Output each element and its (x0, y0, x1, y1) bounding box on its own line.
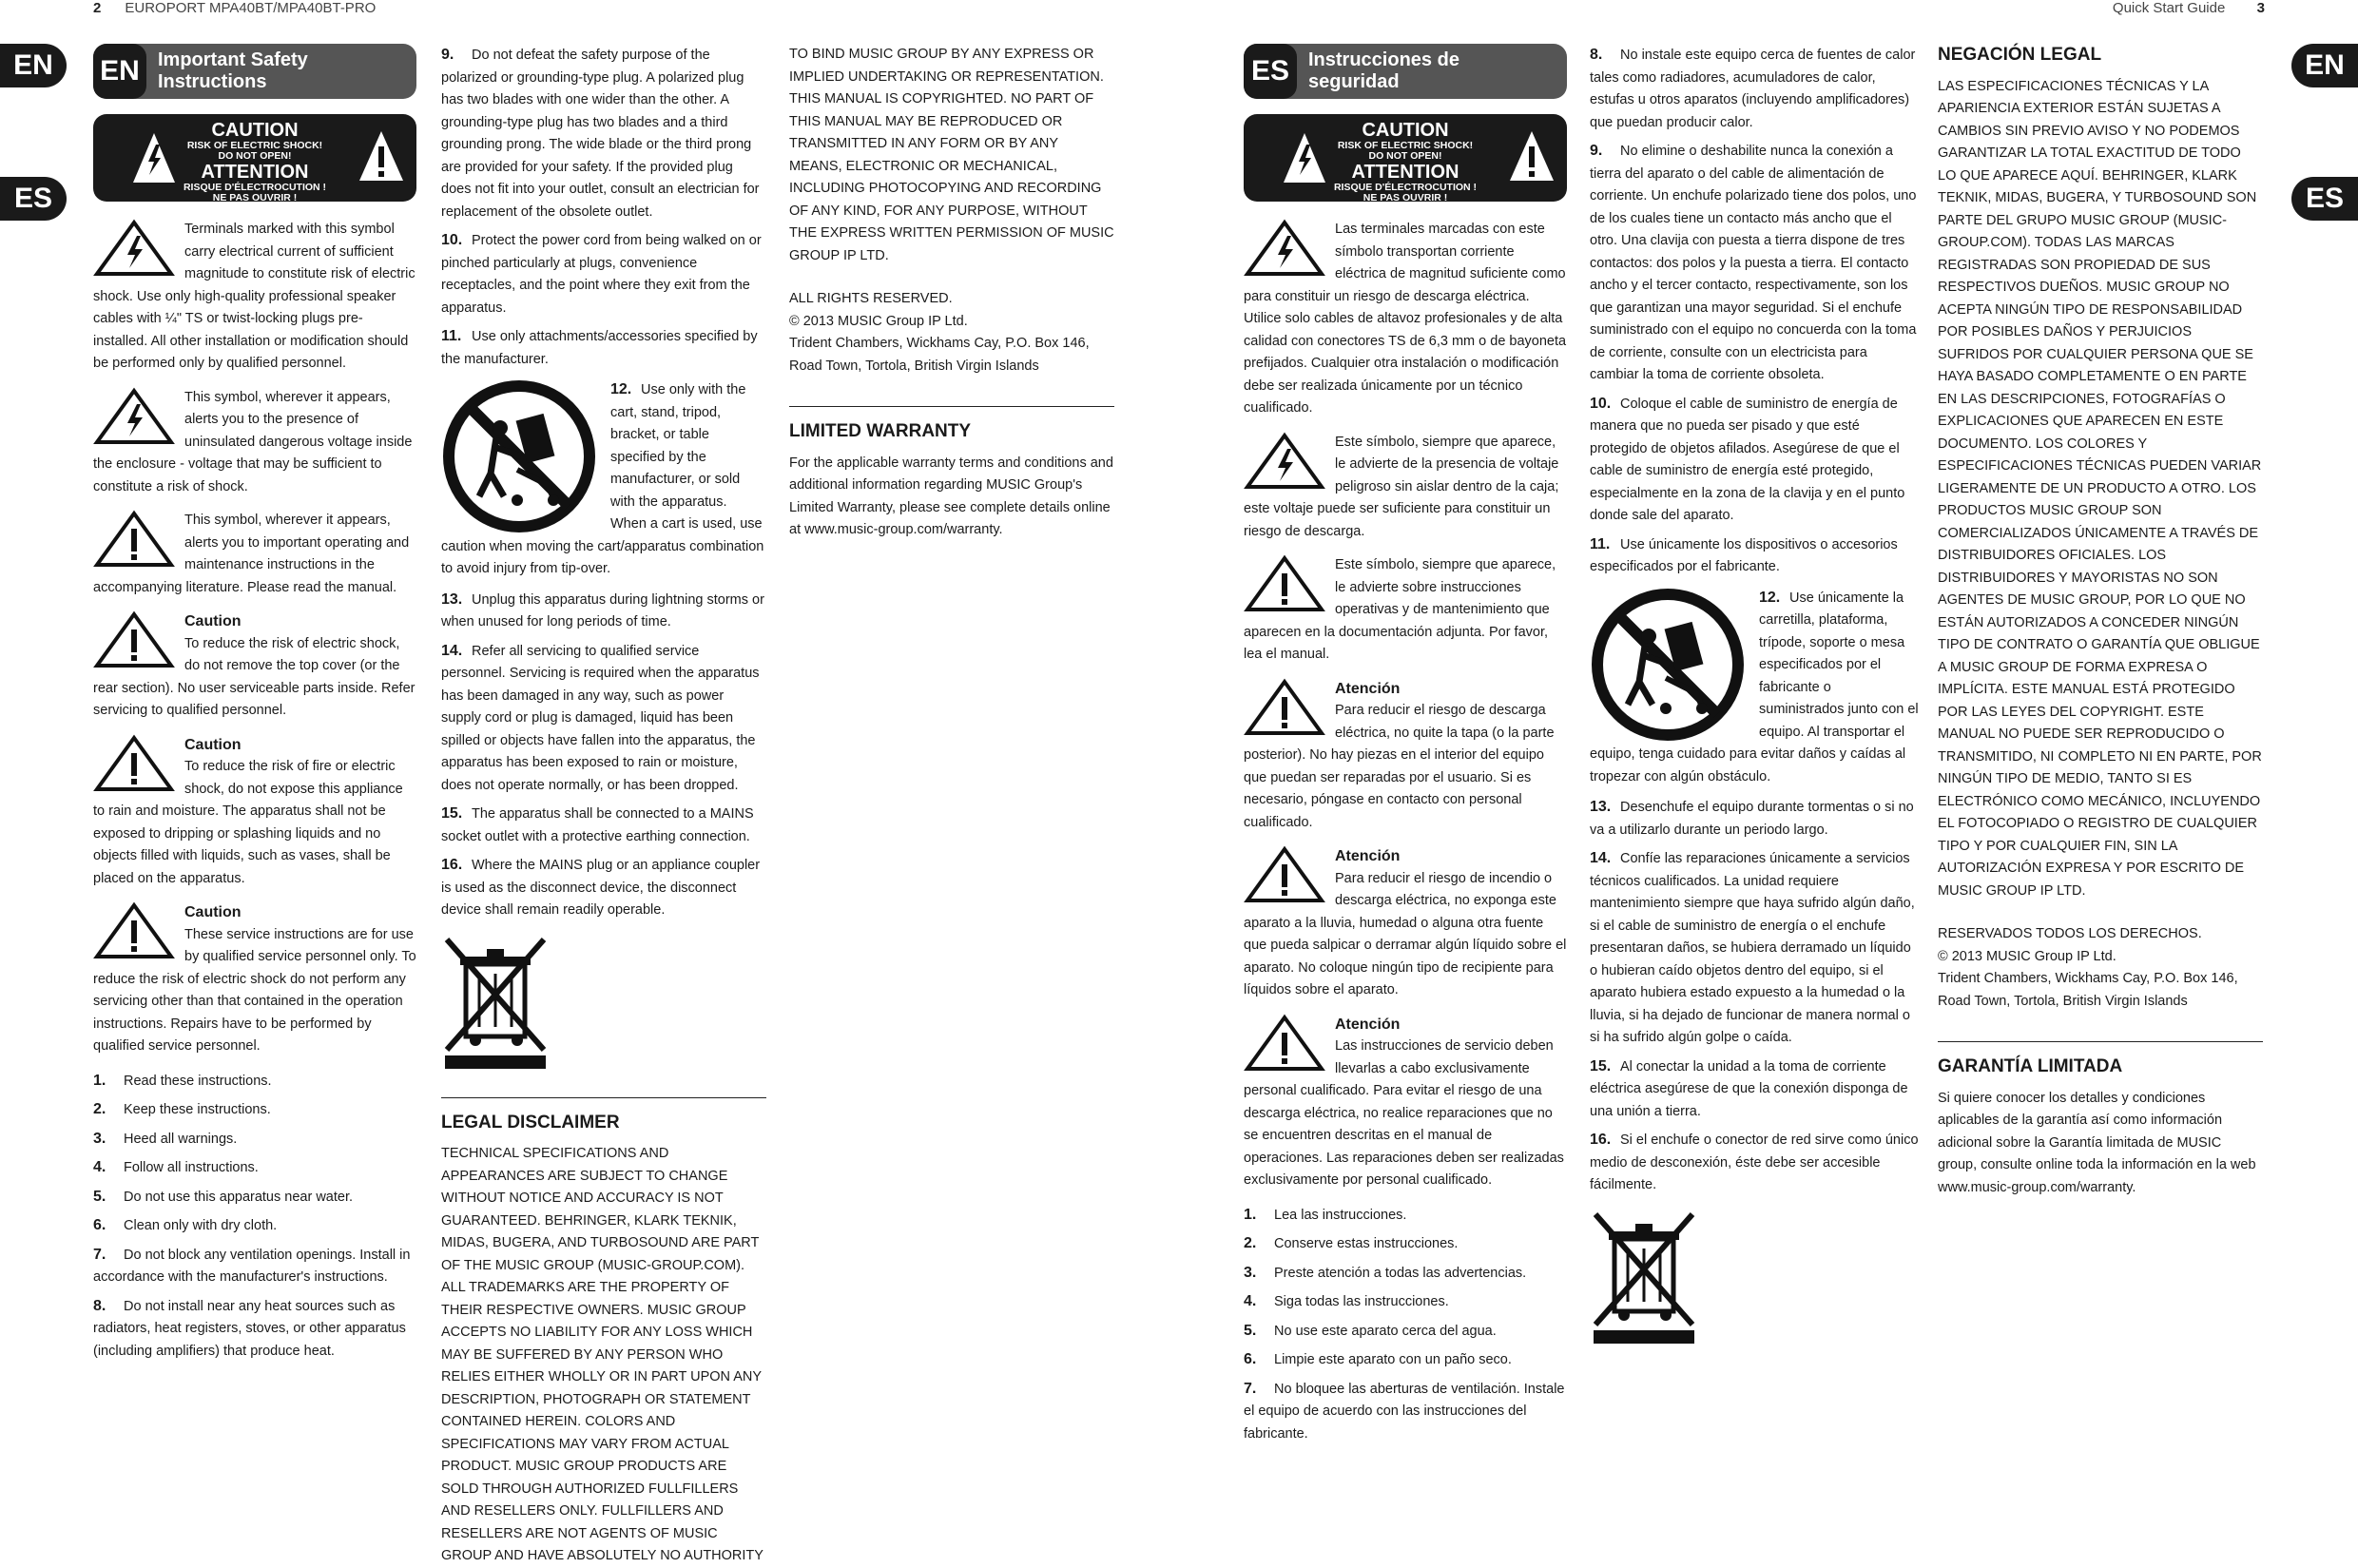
list-item: 10. Coloque el cable de suministro de energía de manera que no pueda ser pisado y que esté protegido de objetos afilados. Asegúrese de que el cable de suministro de energía esté protegido, especialmente en la zona de la clavija y en el punto donde sale del aparato. (1590, 395, 1905, 523)
list-item: 16. Where the MAINS plug or an appliance coupler is used as the disconnect device, the disconnect device shall remain readily operable. (441, 857, 761, 918)
list-item: 2. Keep these instructions. (93, 1101, 271, 1117)
en-legal-title: LEGAL DISCLAIMER (441, 1112, 620, 1132)
en-section-heading: Important Safety Instructions (158, 49, 308, 92)
tab-es-left: ES (0, 177, 67, 221)
list-item: 8. No instale este equipo cerca de fuentes de calor tales como radiadores, acumuladores de calor, estufas u otros aparatos (incluyendo amplificadores) que puedan producir calor. (1590, 47, 1916, 130)
list-item: 1. Lea las instrucciones. (1244, 1206, 1407, 1223)
list-item: 4. Siga todas las instrucciones. (1244, 1293, 1449, 1309)
cart-tipover-icon (441, 378, 597, 534)
tab-en-right: EN (2291, 44, 2358, 87)
right-header-title: Quick Start Guide (2112, 0, 2226, 16)
cart-tipover-icon (1590, 587, 1746, 743)
list-item: 13. Desenchufe el equipo durante tormentas o si no va a utilizarlo durante un periodo largo. (1590, 799, 1914, 838)
en-address-1: Trident Chambers, Wickhams Cay, P.O. Box 146, (789, 336, 1090, 351)
exclamation-triangle-icon (1244, 845, 1325, 904)
list-item: 14. Refer all servicing to qualified service personnel. Servicing is required when the apparatus has been damaged in any way, such as power supply cord or plug is damaged, liquid has been spilled or objects have fallen into the apparatus, the apparatus has been exposed to rain or moisture, does not operate normally, or has been dropped. (441, 642, 760, 793)
list-item: 5. No use este aparato cerca del agua. (1244, 1322, 1497, 1339)
es-copyright: © 2013 MUSIC Group IP Ltd. (1938, 948, 2116, 964)
lightning-triangle-icon (1244, 432, 1325, 491)
divider (1938, 1041, 2263, 1042)
list-item: 12. Use únicamente la carretilla, plataforma, trípode, soporte o mesa especificados por el fabricante o suministrados junto con el equipo. Al transportar el equipo, tenga cuidado para evitar daños y caídas al tropezar con algún obstáculo. (1590, 587, 1919, 789)
es-caution-2: Atención Para reducir el riesgo de incendio o descarga eléctrica, no exponga este aparato a la lluvia, humedad o alguna otra fuente que pueda salpicar o derramar algún líquido sobre el aparato. No coloque ningún tipo de recipiente para líquidos sobre el aparato. (1244, 845, 1567, 1002)
en-copyright: © 2013 MUSIC Group IP Ltd. (789, 313, 968, 329)
tab-es-right: ES (2291, 177, 2358, 221)
lightning-triangle-icon (93, 219, 175, 278)
list-item: 15. The apparatus shall be connected to a MAINS socket outlet with a protective earthing connection. (441, 805, 754, 844)
exclamation-warning-icon (358, 129, 405, 183)
right-page-number: 3 (2256, 0, 2265, 16)
lightning-triangle-icon (93, 387, 175, 446)
es-section-heading: Instrucciones de seguridad (1308, 49, 1459, 92)
exclamation-warning-icon (1508, 129, 1556, 183)
es-section-badge: ES (1244, 44, 1297, 99)
divider (441, 1097, 766, 1098)
en-symbol-terminals: Terminals marked with this symbol carry electrical current of sufficient magnitude to constitute risk of electric shock. Use only high-quality professional speaker cables with ¼" TS or twist-locking plugs pre-installed. All other installation or modification should be performed only by qualified personnel. (93, 219, 416, 376)
en-caution-label: CAUTION RISK OF ELECTRIC SHOCK! DO NOT OPEN! ATTENTION RISQUE D'ÉLECTROCUTION ! NE PAS OUVRIR ! (93, 114, 416, 202)
list-item: 10. Protect the power cord from being walked on or pinched particularly at plugs, convenience receptacles, and the point where they exit from the apparatus. (441, 232, 762, 316)
es-legal-title: NEGACIÓN LEGAL (1938, 45, 2102, 65)
en-caution-3: Caution These service instructions are for use by qualified service personnel only. To reduce the risk of electric shock do not perform any servicing other than that contained in the operation instructions. Repairs have to be performed by qualified service personnel. (93, 901, 416, 1058)
tab-en-left: EN (0, 44, 67, 87)
es-column-3 (1938, 44, 2263, 1199)
weee-crossed-bin-icon (441, 936, 550, 1069)
es-warranty-title: GARANTÍA LIMITADA (1938, 1056, 2123, 1076)
list-item: 8. Do not install near any heat sources such as radiators, heat registers, stoves, or other apparatus (including amplifiers) that produce heat. (93, 1297, 406, 1359)
right-page-header (2113, 0, 2265, 16)
es-warranty-text: Si quiere conocer los detalles y condiciones aplicables de la garantía así como información adicional sobre la Garantía limitada de MUSIC group, consulte online toda la información en la web www.music-group.com/warranty. (1938, 1090, 2256, 1195)
list-item: 12. Use only with the cart, stand, tripod, bracket, or table specified by the manufacturer, or sold with the apparatus. When a cart is used, use caution when moving the cart/apparatus combination to avoid injury from tip-over. (441, 378, 766, 581)
list-item: 11. Use only attachments/accessories specified by the manufacturer. (441, 328, 758, 367)
list-item: 14. Confíe las reparaciones únicamente a servicios técnicos cualificados. La unidad requiere mantenimiento siempre que haya sufrido algún daño, si el cable de suministro de energía o el enchufe presentaran daños, se hubiera derramado un líquido o hubieran caído objetos dentro del equipo, si el aparato hubiera estado expuesto a la humedad o la lluvia, si ha dejado de funcionar de manera normal o si ha sufrido algún golpe o caída. (1590, 850, 1915, 1045)
list-item: 6. Clean only with dry cloth. (93, 1217, 278, 1233)
en-legal-text: TECHNICAL SPECIFICATIONS AND APPEARANCES ARE SUBJECT TO CHANGE WITHOUT NOTICE AND ACCURACY IS NOT GUARANTEED. BEHRINGER, KLARK TEKNIK, MIDAS, BUGERA, AND TURBOSOUND ARE PART OF THE MUSIC GROUP (MUSIC-GROUP.COM). ALL TRADEMARKS ARE THE PROPERTY OF THEIR RESPECTIVE OWNERS. MUSIC GROUP ACCEPTS NO LIABILITY FOR ANY LOSS WHICH MAY BE SUFFERED BY ANY PERSON WHO RELIES EITHER WHOLLY OR IN PART UPON ANY DESCRIPTION, PHOTOGRAPH OR STATEMENT CONTAINED HEREIN. COLORS AND SPECIFICATIONS MAY VARY FROM ACTUAL PRODUCT. MUSIC GROUP PRODUCTS ARE SOLD THROUGH AUTHORIZED FULLFILLERS AND RESELLERS ONLY. FULLFILLERS AND RESELLERS ARE NOT AGENTS OF MUSIC GROUP AND HAVE ABSOLUTELY NO AUTHORITY (441, 1146, 763, 1563)
exclamation-triangle-icon (1244, 554, 1325, 613)
es-caution-3: Atención Las instrucciones de servicio deben llevarlas a cabo exclusivamente personal cualificado. Para evitar el riesgo de una descarga eléctrica, no realice reparaciones que no se encuentren descritas en el manual de operaciones. Las reparaciones deben ser realizadas exclusivamente por personal cualificado. (1244, 1014, 1567, 1192)
list-item: 1. Read these instructions. (93, 1072, 272, 1089)
list-item: 16. Si el enchufe o conector de red sirve como único medio de desconexión, éste debe ser accesible fácilmente. (1590, 1132, 1919, 1192)
list-item: 7. No bloquee las aberturas de ventilación. Instale el equipo de acuerdo con las instrucciones del fabricante. (1244, 1380, 1565, 1442)
en-section-badge: EN (93, 44, 146, 99)
left-header-title: EUROPORT MPA40BT/MPA40BT-PRO (125, 0, 377, 16)
en-symbol-instructions: This symbol, wherever it appears, alerts you to important operating and maintenance instructions in the accompanying literature. Please read the manual. (93, 510, 416, 599)
list-item: 5. Do not use this apparatus near water. (93, 1188, 354, 1205)
en-legal-continued: TO BIND MUSIC GROUP BY ANY EXPRESS OR IMPLIED UNDERTAKING OR REPRESENTATION. THIS MANUAL IS COPYRIGHTED. NO PART OF THIS MANUAL MAY BE REPRODUCED OR TRANSMITTED IN ANY FORM OR BY ANY MEANS, ELECTRONIC OR MECHANICAL, INCLUDING PHOTOCOPYING AND RECORDING OF ANY KIND, FOR ANY PURPOSE, WITHOUT THE EXPRESS WRITTEN PERMISSION OF MUSIC GROUP IP LTD. (789, 47, 1114, 263)
es-symbol-instructions: Este símbolo, siempre que aparece, le advierte sobre instrucciones operativas y de mantenimiento que aparecen en la documentación adjunta. Por favor, lea el manual. (1244, 554, 1567, 667)
left-page-number: 2 (93, 0, 102, 16)
exclamation-triangle-icon (93, 901, 175, 960)
list-item: 3. Heed all warnings. (93, 1130, 238, 1147)
en-address-2: Road Town, Tortola, British Virgin Islands (789, 358, 1039, 374)
exclamation-triangle-icon (1244, 1014, 1325, 1073)
weee-crossed-bin-icon (1590, 1210, 1698, 1344)
list-item: 4. Follow all instructions. (93, 1159, 259, 1175)
list-item: 3. Preste atención a todas las advertencias. (1244, 1264, 1527, 1281)
list-item: 2. Conserve estas instrucciones. (1244, 1235, 1459, 1251)
es-instruction-list-a (1244, 1204, 1567, 1446)
exclamation-triangle-icon (93, 510, 175, 569)
en-rights: ALL RIGHTS RESERVED. (789, 291, 953, 306)
list-item: 11. Use únicamente los dispositivos o accesorios especificados por el fabricante. (1590, 535, 1898, 574)
es-caution-label: CAUTION RISK OF ELECTRIC SHOCK! DO NOT OPEN! ATTENTION RISQUE D'ÉLECTROCUTION ! NE PAS OUVRIR ! (1244, 114, 1567, 202)
en-section-title (93, 44, 416, 99)
en-caution-1: Caution To reduce the risk of electric shock, do not remove the top cover (or the rear section). No user serviceable parts inside. Refer servicing to qualified personnel. (93, 610, 416, 723)
list-item: 15. Al conectar la unidad a la toma de corriente eléctrica asegúrese de que la conexión disponga de una unión a tierra. (1590, 1057, 1908, 1119)
en-warranty-text: For the applicable warranty terms and conditions and additional information regarding MUSIC Group's Limited Warranty, please see complete details online at www.music-group.com/warranty. (789, 455, 1113, 537)
en-column-1 (93, 44, 416, 1368)
es-column-1 (1244, 44, 1567, 1451)
en-warranty-title: LIMITED WARRANTY (789, 421, 972, 441)
es-address-1: Trident Chambers, Wickhams Cay, P.O. Box 146, (1938, 971, 2238, 986)
es-caution-1: Atención Para reducir el riesgo de descarga eléctrica, no quite la tapa (o la parte posterior). No hay piezas en el interior del equipo que puedan ser reparadas por el usuario. Si es necesario, póngase en contacto con personal cualificado. (1244, 678, 1567, 835)
es-rights: RESERVADOS TODOS LOS DERECHOS. (1938, 926, 2202, 941)
es-column-2 (1590, 44, 1919, 1357)
en-instruction-list-a (93, 1070, 416, 1364)
list-item: 7. Do not block any ventilation openings. Install in accordance with the manufacturer's instructions. (93, 1246, 411, 1285)
es-symbol-terminals: Las terminales marcadas con este símbolo transportan corriente eléctrica de magnitud suficiente como para constituir un riesgo de descarga eléctrica. Utilice solo cables de altavoz profesionales y de alta calidad con conectores TS de 6,3 mm o de bayoneta prefijados. Cualquier otra instalación o modificación debe ser realizada únicamente por un técnico cualificado. (1244, 219, 1567, 420)
exclamation-triangle-icon (93, 734, 175, 793)
divider (789, 406, 1114, 407)
left-page-header (93, 0, 376, 16)
exclamation-triangle-icon (93, 610, 175, 669)
en-symbol-voltage: This symbol, wherever it appears, alerts you to the presence of uninsulated dangerous voltage inside the enclosure - voltage that may be sufficient to constitute a risk of shock. (93, 387, 416, 499)
en-caution-2: Caution To reduce the risk of fire or electric shock, do not expose this appliance to rain and moisture. The apparatus shall not be exposed to dripping or splashing liquids and no objects filled with liquids, such as vases, shall be placed on the apparatus. (93, 734, 416, 891)
lightning-triangle-icon (1244, 219, 1325, 278)
es-legal-text: LAS ESPECIFICACIONES TÉCNICAS Y LA APARIENCIA EXTERIOR ESTÁN SUJETAS A CAMBIOS SIN PREVIO AVISO Y NO PODEMOS GARANTIZAR LA TOTAL EXACTITUD DE TODO LO QUE APARECE AQUÍ. BEHRINGER, KLARK TEKNIK, MIDAS, BUGERA, Y TURBOSOUND SON PARTE DEL GRUPO MUSIC GROUP (MUSIC-GROUP.COM). TODAS LAS MARCAS REGISTRADAS SON PROPIEDAD DE SUS RESPECTIVOS DUEÑOS. MUSIC GROUP NO ACEPTA NINGÚN TIPO DE RESPONSABILIDAD POR POSIBLES DAÑOS Y PERJUICIOS SUFRIDOS POR CUALQUIER PERSONA QUE SE HAYA BASADO COMPLETAMENTE O EN PARTE EN LAS DESCRIPCIONES, FOTOGRAFÍAS O EXPLICACIONES QUE APARECEN EN ESTE DOCUMENTO. LOS COLORES Y ESPECIFICACIONES TÉCNICAS PUEDEN VARIAR LIGERAMENTE DE UN PRODUCTO A OTRO. LOS PRODUCTOS MUSIC GROUP SON COMERCIALIZADOS ÚNICAMENTE A TRAVÉS DE DISTRIBUIDORES OFICIALES. LOS DISTRIBUIDORES Y MAYORISTAS NO SON AGENTES DE MUSIC GROUP, POR LO QUE NO ESTÁN AUTORIZADOS A CONCEDER NINGÚN TIPO DE CONTRATO O GARANTÍA QUE OBLIGUE A MUSIC GROUP DE FORMA EXPRESA O IMPLÍCITA. ESTE MANUAL ESTÁ PROTEGIDO POR LAS LEYES DEL COPYRIGHT. ESTE MANUAL NO PUEDE SER REPRODUCIDO O TRANSMITIDO, NI COMPLETO NI EN PARTE, POR NINGÚN TIPO DE MEDIO, TANTO SI ES ELECTRÓNICO COMO MECÁNICO, INCLUYENDO EL FOTOCOPIADO O REGISTRO DE CUALQUIER TIPO Y POR CUALQUIER FIN, SIN LA AUTORIZACIÓN EXPRESA Y POR ESCRITO DE MUSIC GROUP IP LTD. (1938, 78, 2262, 899)
es-section-title (1244, 44, 1567, 99)
list-item: 9. Do not defeat the safety purpose of the polarized or grounding-type plug. A polarized plug has two blades with one wider than the other. A grounding-type plug has two blades and a third grounding prong. The wide blade or the third prong are provided for your safety. If the provided plug does not fit into your outlet, consult an electrician for replacement of the obsolete outlet. (441, 47, 760, 220)
en-column-2 (441, 44, 766, 1568)
list-item: 13. Unplug this apparatus during lightning storms or when unused for long periods of time. (441, 590, 764, 629)
es-address-2: Road Town, Tortola, British Virgin Islands (1938, 993, 2188, 1009)
list-item: 6. Limpie este aparato con un paño seco. (1244, 1351, 1512, 1367)
list-item: 9. No elimine o deshabilite nunca la conexión a tierra del aparato o del cable de alimentación de corriente. Un enchufe polarizado tiene dos polos, uno de los cuales tiene un contacto más ancho que el otro. Una clavija con puesta a tierra dispone de tres contactos: dos polos y la puesta a tierra. El contacto ancho y el tercer contacto, respectivamente, son los que garantizan una mayor seguridad. Si el enchufe suministrado con el equipo no concuerda con la toma de corriente, consulte con un electricista para cambiar la toma de corriente obsoleta. (1590, 143, 1917, 382)
exclamation-triangle-icon (1244, 678, 1325, 737)
es-symbol-voltage: Este símbolo, siempre que aparece, le advierte de la presencia de voltaje peligroso sin aislar dentro de la caja; este voltaje puede ser suficiente para constituir un riesgo de descarga. (1244, 432, 1567, 544)
en-column-3 (789, 44, 1114, 542)
